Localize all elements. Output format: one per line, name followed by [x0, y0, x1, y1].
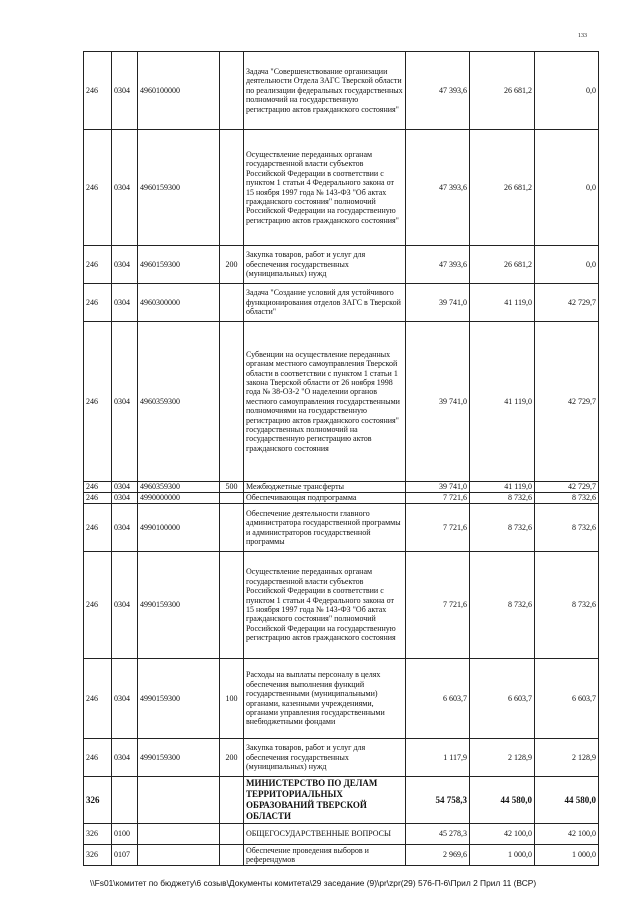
table-row [84, 130, 599, 246]
amount-year3-cell: 8 732,6 [535, 504, 599, 552]
amount-year3-cell: 42 729,7 [535, 322, 599, 482]
section-code-cell: 0100 [112, 824, 138, 845]
admin-code-cell: 326 [84, 777, 112, 824]
section-code-cell: 0304 [112, 284, 138, 322]
table-row [84, 552, 599, 659]
amount-year2-cell: 42 100,0 [470, 824, 535, 845]
amount-year1-cell: 1 117,9 [406, 739, 470, 777]
admin-code-cell: 246 [84, 493, 112, 504]
item-name-cell: Межбюджетные трансферты [244, 482, 406, 493]
item-name-cell: Задача "Создание условий для устойчивого функционирования отделов ЗАГС в Тверской области" [244, 284, 406, 322]
section-code-cell: 0304 [112, 130, 138, 246]
amount-year2-cell: 41 119,0 [470, 284, 535, 322]
amount-year2-cell: 6 603,7 [470, 659, 535, 739]
amount-year2-cell: 2 128,9 [470, 739, 535, 777]
table-row [84, 777, 599, 824]
admin-code-cell: 246 [84, 52, 112, 130]
amount-year2-cell: 8 732,6 [470, 552, 535, 659]
article-code-cell [138, 777, 220, 824]
amount-year1-cell: 45 278,3 [406, 824, 470, 845]
amount-year1-cell: 7 721,6 [406, 552, 470, 659]
table-row [84, 493, 599, 504]
amount-year1-cell: 47 393,6 [406, 246, 470, 284]
amount-year1-cell: 47 393,6 [406, 52, 470, 130]
amount-year2-cell: 26 681,2 [470, 246, 535, 284]
section-code-cell [112, 777, 138, 824]
item-name-cell: Осуществление переданных органам государственной власти субъектов Российской Федерации в соответствии с пунктом 1 статьи 4 Федерального закона от 15 ноября 1997 года № 143-ФЗ "Об актах гражданского состояния" полномочий Российской Федерации на государственную регистрацию актов гражданского состояния" [244, 130, 406, 246]
amount-year2-cell: 8 732,6 [470, 504, 535, 552]
article-code-cell: 4990100000 [138, 504, 220, 552]
item-name-cell: ОБЩЕГОСУДАРСТВЕННЫЕ ВОПРОСЫ [244, 824, 406, 845]
amount-year3-cell: 0,0 [535, 130, 599, 246]
admin-code-cell: 326 [84, 824, 112, 845]
admin-code-cell: 246 [84, 246, 112, 284]
item-name-cell: Обеспечение деятельности главного администратора государственной программы и администраторов государственной программы [244, 504, 406, 552]
table-row [84, 824, 599, 845]
amount-year2-cell: 8 732,6 [470, 493, 535, 504]
table-row [84, 246, 599, 284]
item-name-cell: Осуществление переданных органам государственной власти субъектов Российской Федерации в соответствии с пунктом 1 статьи 4 Федерального закона от 15 ноября 1997 года № 143-ФЗ "Об актах гражданского состояния" полномочий Российской Федерации на государственную регистрацию актов гражданского состояния [244, 552, 406, 659]
amount-year1-cell: 39 741,0 [406, 284, 470, 322]
admin-code-cell: 326 [84, 845, 112, 866]
expense-kind-cell [220, 284, 244, 322]
article-code-cell: 4990159300 [138, 739, 220, 777]
section-code-cell: 0304 [112, 246, 138, 284]
table-row [84, 739, 599, 777]
item-name-cell: МИНИСТЕРСТВО ПО ДЕЛАМ ТЕРРИТОРИАЛЬНЫХ ОБРАЗОВАНИЙ ТВЕРСКОЙ ОБЛАСТИ [244, 777, 406, 824]
admin-code-cell: 246 [84, 659, 112, 739]
section-code-cell: 0304 [112, 322, 138, 482]
amount-year2-cell: 1 000,0 [470, 845, 535, 866]
amount-year1-cell: 6 603,7 [406, 659, 470, 739]
admin-code-cell: 246 [84, 739, 112, 777]
amount-year3-cell: 6 603,7 [535, 659, 599, 739]
expense-kind-cell [220, 552, 244, 659]
item-name-cell: Обеспечивающая подпрограмма [244, 493, 406, 504]
expense-kind-cell: 200 [220, 739, 244, 777]
amount-year2-cell: 26 681,2 [470, 130, 535, 246]
section-code-cell: 0107 [112, 845, 138, 866]
article-code-cell: 4960159300 [138, 130, 220, 246]
amount-year2-cell: 26 681,2 [470, 52, 535, 130]
amount-year3-cell: 0,0 [535, 246, 599, 284]
admin-code-cell: 246 [84, 552, 112, 659]
section-code-cell: 0304 [112, 482, 138, 493]
amount-year1-cell: 2 969,6 [406, 845, 470, 866]
admin-code-cell: 246 [84, 504, 112, 552]
item-name-cell: Субвенции на осуществление переданных органам местного самоуправления Тверской области в соответствии с пунктом 1 статьи 1 закона Тверской области от 26 ноября 1998 года № 38-ОЗ-2 "О наделении органов местного самоуправления государственными полномочиями на государственную регистрацию актов гражданского состояния" государственных полномочий на государственную регистрацию актов гражданского состояния [244, 322, 406, 482]
table-body [84, 52, 599, 866]
admin-code-cell: 246 [84, 284, 112, 322]
expense-kind-cell [220, 322, 244, 482]
item-name-cell: Закупка товаров, работ и услуг для обеспечения государственных (муниципальных) нужд [244, 739, 406, 777]
article-code-cell: 4960159300 [138, 246, 220, 284]
expense-kind-cell: 200 [220, 246, 244, 284]
amount-year1-cell: 39 741,0 [406, 322, 470, 482]
amount-year1-cell: 39 741,0 [406, 482, 470, 493]
table-row [84, 504, 599, 552]
expense-kind-cell: 500 [220, 482, 244, 493]
item-name-cell: Расходы на выплаты персоналу в целях обеспечения выполнения функций государственными (муниципальными) органами, казенными учреждениями, органами управления государственными внебюджетными фондами [244, 659, 406, 739]
table-row [84, 322, 599, 482]
article-code-cell: 4960300000 [138, 284, 220, 322]
article-code-cell: 4990159300 [138, 659, 220, 739]
article-code-cell: 4960359300 [138, 322, 220, 482]
amount-year2-cell: 41 119,0 [470, 482, 535, 493]
expense-kind-cell [220, 504, 244, 552]
article-code-cell: 4990159300 [138, 552, 220, 659]
amount-year3-cell: 2 128,9 [535, 739, 599, 777]
item-name-cell: Задача "Совершенствование организации деятельности Отдела ЗАГС Тверской области по реализации федеральных государственных полномочий на государственную регистрацию актов гражданского состояния" [244, 52, 406, 130]
section-code-cell: 0304 [112, 52, 138, 130]
amount-year3-cell: 0,0 [535, 52, 599, 130]
expense-kind-cell [220, 493, 244, 504]
table-row [84, 482, 599, 493]
expense-kind-cell [220, 777, 244, 824]
expense-kind-cell [220, 845, 244, 866]
budget-table [83, 51, 599, 866]
amount-year3-cell: 8 732,6 [535, 552, 599, 659]
item-name-cell: Обеспечение проведения выборов и референдумов [244, 845, 406, 866]
article-code-cell: 4960359300 [138, 482, 220, 493]
amount-year2-cell: 41 119,0 [470, 322, 535, 482]
amount-year1-cell: 7 721,6 [406, 493, 470, 504]
amount-year3-cell: 44 580,0 [535, 777, 599, 824]
table-row [84, 659, 599, 739]
article-code-cell [138, 845, 220, 866]
item-name-cell: Закупка товаров, работ и услуг для обеспечения государственных (муниципальных) нужд [244, 246, 406, 284]
file-path-footer: \\Fs01\комитет по бюджету\6 созыв\Документы комитета\29 заседание (9)\pr\zpr(29) 576-П-6\Прил 2 Прил 11 (ВСР) [90, 878, 537, 888]
amount-year2-cell: 44 580,0 [470, 777, 535, 824]
expense-kind-cell [220, 52, 244, 130]
section-code-cell: 0304 [112, 552, 138, 659]
amount-year3-cell: 42 100,0 [535, 824, 599, 845]
table-row [84, 845, 599, 866]
table-row [84, 284, 599, 322]
article-code-cell [138, 824, 220, 845]
section-code-cell: 0304 [112, 493, 138, 504]
section-code-cell: 0304 [112, 504, 138, 552]
page-number: 133 [578, 33, 587, 39]
amount-year3-cell: 1 000,0 [535, 845, 599, 866]
article-code-cell: 4960100000 [138, 52, 220, 130]
amount-year3-cell: 42 729,7 [535, 482, 599, 493]
table-row [84, 52, 599, 130]
amount-year3-cell: 8 732,6 [535, 493, 599, 504]
admin-code-cell: 246 [84, 130, 112, 246]
amount-year1-cell: 47 393,6 [406, 130, 470, 246]
expense-kind-cell [220, 130, 244, 246]
article-code-cell: 4990000000 [138, 493, 220, 504]
expense-kind-cell: 100 [220, 659, 244, 739]
admin-code-cell: 246 [84, 482, 112, 493]
section-code-cell: 0304 [112, 739, 138, 777]
amount-year1-cell: 7 721,6 [406, 504, 470, 552]
admin-code-cell: 246 [84, 322, 112, 482]
amount-year3-cell: 42 729,7 [535, 284, 599, 322]
section-code-cell: 0304 [112, 659, 138, 739]
amount-year1-cell: 54 758,3 [406, 777, 470, 824]
expense-kind-cell [220, 824, 244, 845]
